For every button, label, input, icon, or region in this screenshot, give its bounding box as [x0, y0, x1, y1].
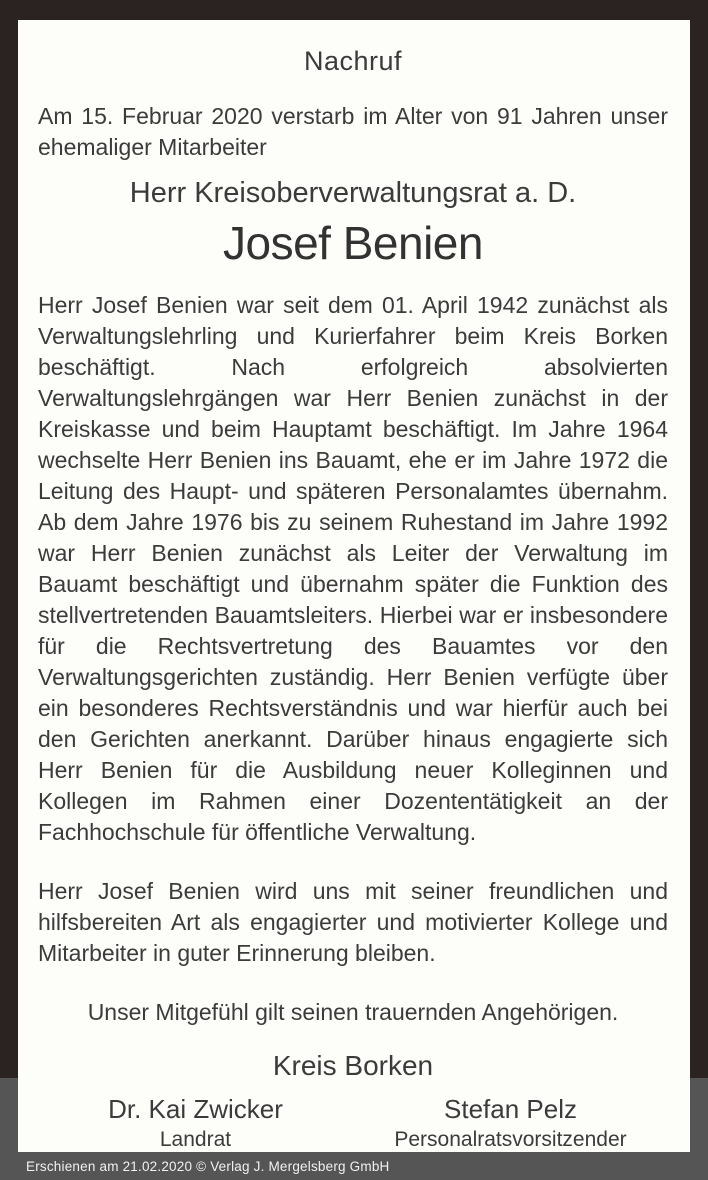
page-title: Nachruf: [303, 46, 403, 76]
publisher-footer: [18, 1152, 690, 1180]
signature-left: [38, 1094, 353, 1152]
biography-paragraph: Herr Josef Benien war seit dem 01. April 1942 zunächst als Verwaltungslehrling und Kurierfahrer beim Kreis Borken beschäftigt. Nach erfolgreich absolvierten Verwaltungslehrgängen war Herr Benien zunächst in der Kreiskasse und beim Hauptamt beschäftigt. Im Jahre 1964 wechselte Herr Benien ins Bauamt, ehe er im Jahre 1972 die Leitung des Haupt- und späteren Personalamtes übernahm. Ab dem Jahre 1976 bis zu seinem Ruhestand im Jahre 1992 war Herr Benien zunächst als Leiter der Verwaltung im Bauamt beschäftigt und übernahm später die Funktion des stellvertretenden Bauamtsleiters. Hierbei war er insbesondere für die Rechtsvertretung des Bauamtes vor den Verwaltungsgerichten zuständig. Herr Benien verfügte über ein besonderes Rechtsverständnis und war hierfür auch bei den Gerichten anerkannt. Darüber hinaus engagierte sich Herr Benien für die Ausbildung neuer Kolleginnen und Kollegen im Rahmen einer Dozententätigkeit an der Fachhochschule für öffentliche Verwaltung.: [38, 292, 668, 845]
intro-text: Am 15. Februar 2020 verstarb im Alter von 91 Jahren unser ehemaliger Mitarbeiter: [38, 103, 668, 160]
signature-right: [353, 1094, 668, 1152]
honorific-line: Herr Kreisoberverwaltungsrat a. D.: [129, 177, 577, 209]
signature-block: [38, 1094, 668, 1152]
organization-name: Kreis Borken: [272, 1050, 434, 1081]
condolence-line: Unser Mitgefühl gilt seinen trauernden Angehörigen.: [87, 999, 619, 1025]
signature-left-role: Landrat: [159, 1128, 232, 1151]
deceased-name: Josef Benien: [223, 217, 483, 269]
signature-right-role: Personalratsvorsitzender: [394, 1128, 627, 1151]
signature-left-name: Dr. Kai Zwicker: [108, 1094, 283, 1124]
remembrance-paragraph: Herr Josef Benien wird uns mit seiner freundlichen und hilfsbereiten Art als engagierter und motivierter Kollege und Mitarbeiter in guter Erinnerung bleiben.: [38, 878, 668, 966]
publisher-footer-text: Erschienen am 21.02.2020 © Verlag J. Mergelsberg GmbH: [26, 1158, 390, 1174]
obituary-content: [18, 20, 690, 1152]
signature-right-name: Stefan Pelz: [444, 1094, 577, 1124]
